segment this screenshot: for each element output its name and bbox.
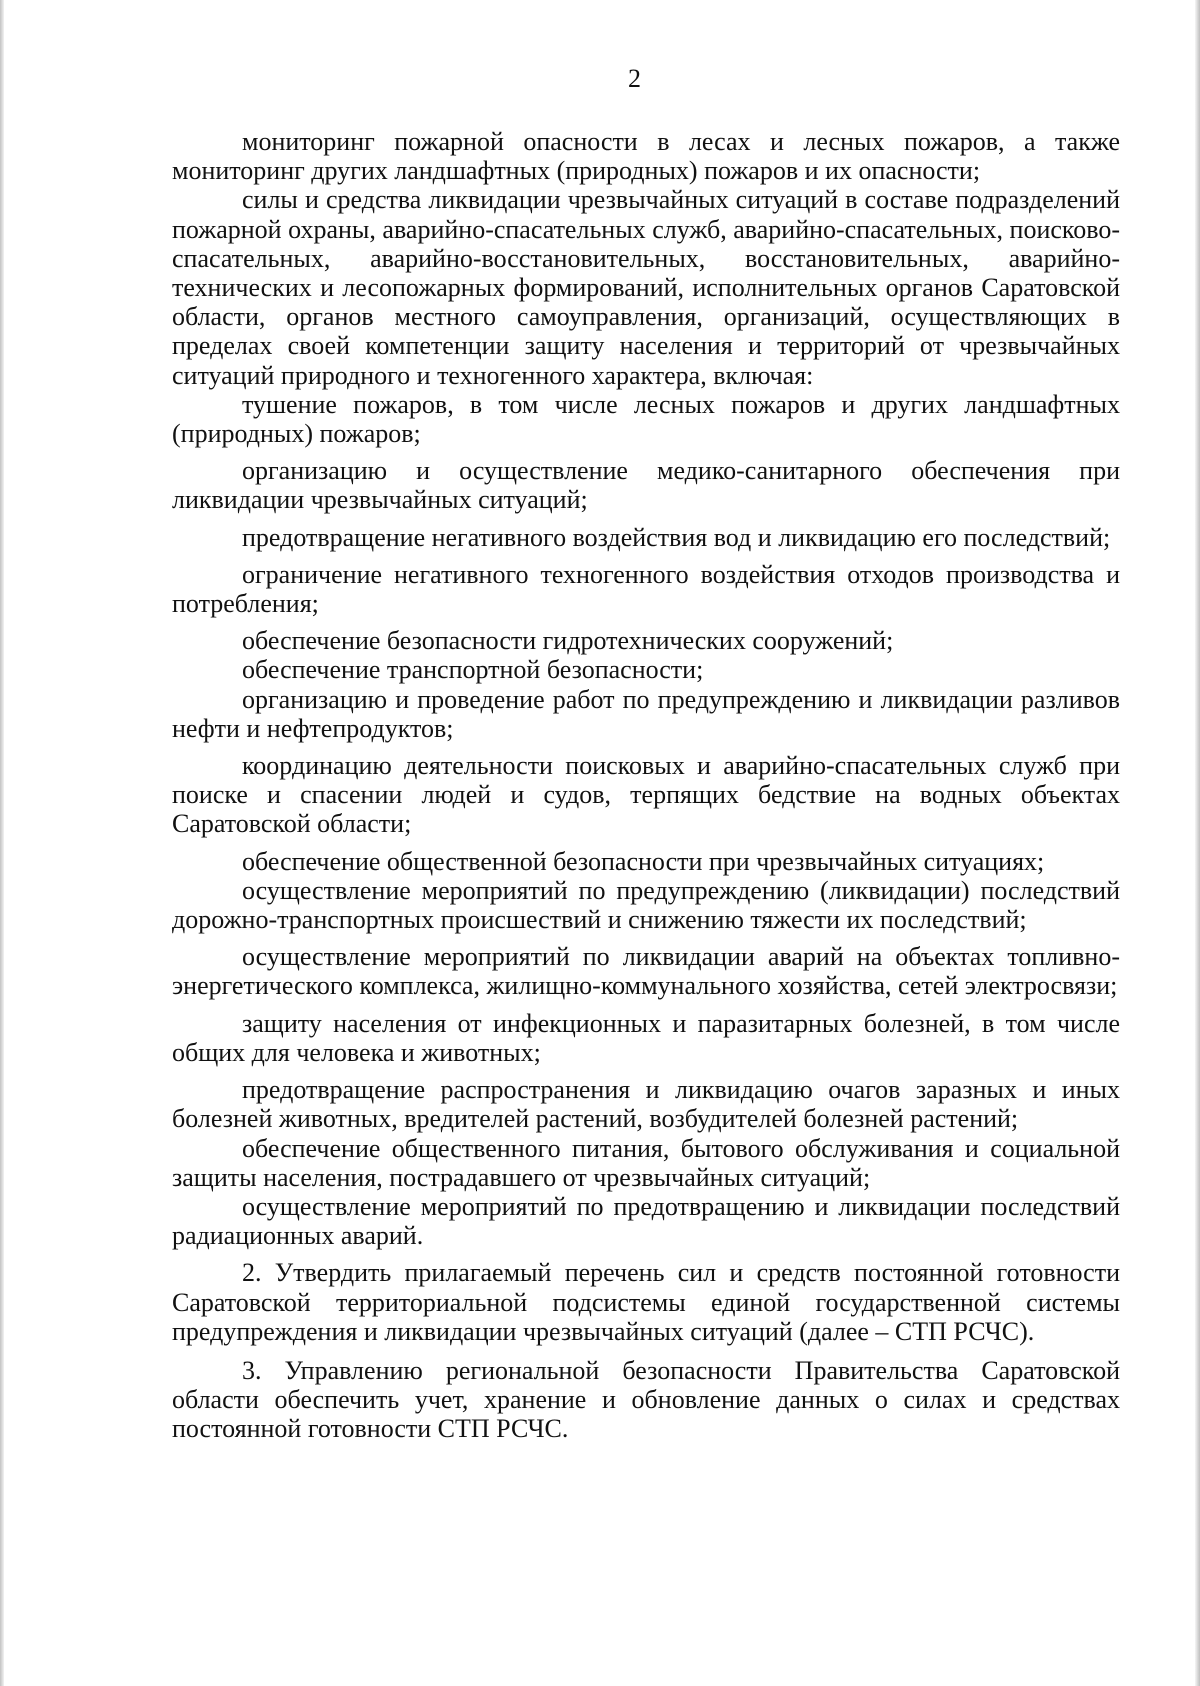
paragraph: обеспечение транспортной безопасности; xyxy=(242,655,704,685)
scan-edge-right xyxy=(1195,0,1200,1686)
paragraph: 2. Утвердить прилагаемый перечень сил и средств постоянной готовности Саратовской территориальной подсистемы единой государственной системы предупреждения и ликвидации чрезвычайных ситуаций (далее – СТП РСЧС). xyxy=(172,1258,1120,1346)
paragraph: предотвращение негативного воздействия вод и ликвидацию его последствий; xyxy=(242,522,1111,552)
scan-edge-left xyxy=(0,0,4,1686)
paragraph: организацию и проведение работ по предупреждению и ликвидации разливов нефти и нефтепродуктов; xyxy=(172,684,1120,743)
paragraph: обеспечение безопасности гидротехнических сооружений; xyxy=(242,626,894,656)
paragraph: осуществление мероприятий по предотвращению и ликвидации последствий радиационных аварий. xyxy=(172,1191,1120,1251)
paragraph: осуществление мероприятий по ликвидации аварий на объектах топливно-энергетического комплекса, жилищно-коммунального хозяйства, сетей электросвязи; xyxy=(172,942,1120,1001)
paragraph: координацию деятельности поисковых и аварийно-спасательных служб при поиске и спасении людей и судов, терпящих бедствие на водных объектах Саратовской области; xyxy=(172,751,1120,839)
paragraph: обеспечение общественной безопасности при чрезвычайных ситуациях; xyxy=(242,846,1045,876)
paragraph: тушение пожаров, в том числе лесных пожаров и других ландшафтных (природных) пожаров; xyxy=(172,389,1120,449)
paragraph: 3. Управлению региональной безопасности Правительства Саратовской области обеспечить учет, хранение и обновление данных о силах и средствах постоянной готовности СТП РСЧС. xyxy=(172,1355,1120,1444)
paragraph: защиту населения от инфекционных и паразитарных болезней, в том числе общих для человека и животных; xyxy=(172,1008,1120,1067)
paragraph: мониторинг пожарной опасности в лесах и лесных пожаров, а также мониторинг других ландшафтных (природных) пожаров и их опасности; xyxy=(172,127,1120,186)
paragraph: ограничение негативного техногенного воздействия отходов производства и потребления; xyxy=(172,559,1120,619)
page-number: 2 xyxy=(628,64,641,93)
document-body xyxy=(172,127,1120,1444)
paragraph: силы и средства ликвидации чрезвычайных ситуаций в составе подразделений пожарной охраны, аварийно-спасательных служб, аварийно-спасательных, поисково-спасательных, аварийно-восстановительных, восстановительных, аварийно-технических и лесопожарных формирований, исполнительных органов Саратовской области, органов местного самоуправления, организаций, осуществляющих в пределах своей компетенции защиту населения и территорий от чрезвычайных ситуаций природного и техногенного характера, включая: xyxy=(172,185,1120,390)
paragraph: предотвращение распространения и ликвидацию очагов заразных и иных болезней животных, вредителей растений, возбудителей болезней растений; xyxy=(172,1075,1120,1134)
paragraph: организацию и осуществление медико-санитарного обеспечения при ликвидации чрезвычайных ситуаций; xyxy=(172,456,1120,515)
paragraph: обеспечение общественного питания, бытового обслуживания и социальной защиты населения, пострадавшего от чрезвычайных ситуаций; xyxy=(172,1133,1120,1192)
paragraph: осуществление мероприятий по предупреждению (ликвидации) последствий дорожно-транспортных происшествий и снижению тяжести их последствий; xyxy=(172,875,1120,935)
